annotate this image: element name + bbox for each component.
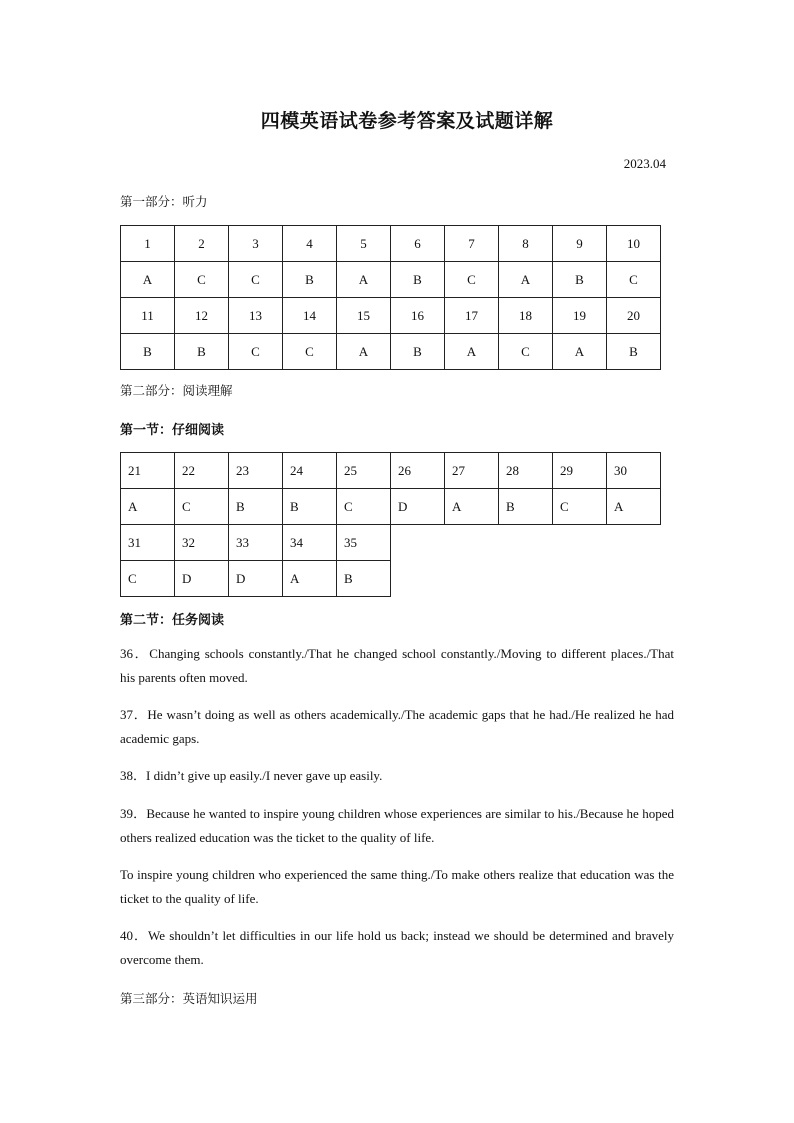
table-cell: 23 bbox=[229, 453, 283, 489]
empty-cell bbox=[391, 561, 445, 597]
table-cell: C bbox=[445, 262, 499, 298]
table-cell: 2 bbox=[175, 226, 229, 262]
answer-40: 40．We shouldn’t let difficulties in our life hold us back; instead we should be determined and bravely overcome them. bbox=[120, 928, 674, 967]
table-cell: A bbox=[499, 262, 553, 298]
table-row bbox=[121, 561, 661, 597]
table-cell: 31 bbox=[121, 525, 175, 561]
table-cell: A bbox=[607, 489, 661, 525]
table-cell: 26 bbox=[391, 453, 445, 489]
table-cell: A bbox=[553, 334, 607, 370]
table-row bbox=[121, 489, 661, 525]
table-cell: C bbox=[175, 489, 229, 525]
part2-label: 第二部分：阅读理解 bbox=[120, 383, 233, 398]
table-cell: C bbox=[607, 262, 661, 298]
table-cell: B bbox=[283, 262, 337, 298]
table-cell: 12 bbox=[175, 298, 229, 334]
table-cell: 8 bbox=[499, 226, 553, 262]
table-cell: 24 bbox=[283, 453, 337, 489]
table-cell: B bbox=[391, 334, 445, 370]
reading-answer-table bbox=[120, 452, 661, 597]
empty-cell bbox=[391, 525, 445, 561]
table-cell: A bbox=[121, 489, 175, 525]
table-cell: 9 bbox=[553, 226, 607, 262]
table-cell: 29 bbox=[553, 453, 607, 489]
table-cell: 7 bbox=[445, 226, 499, 262]
table-cell: 18 bbox=[499, 298, 553, 334]
empty-cell bbox=[445, 525, 499, 561]
table-row bbox=[121, 226, 661, 262]
table-cell: 13 bbox=[229, 298, 283, 334]
table-cell: B bbox=[337, 561, 391, 597]
table-cell: A bbox=[121, 262, 175, 298]
table-cell: A bbox=[445, 489, 499, 525]
empty-cell bbox=[553, 525, 607, 561]
table-cell: 5 bbox=[337, 226, 391, 262]
empty-cell bbox=[607, 561, 661, 597]
table-cell: 14 bbox=[283, 298, 337, 334]
table-cell: B bbox=[175, 334, 229, 370]
table-cell: A bbox=[337, 262, 391, 298]
table-cell: 32 bbox=[175, 525, 229, 561]
empty-cell bbox=[607, 525, 661, 561]
empty-cell bbox=[499, 561, 553, 597]
table-cell: 15 bbox=[337, 298, 391, 334]
table-cell: 20 bbox=[607, 298, 661, 334]
table-cell: C bbox=[175, 262, 229, 298]
empty-cell bbox=[553, 561, 607, 597]
table-cell: D bbox=[229, 561, 283, 597]
table-cell: B bbox=[607, 334, 661, 370]
table-row bbox=[121, 525, 661, 561]
table-cell: B bbox=[121, 334, 175, 370]
table-cell: 10 bbox=[607, 226, 661, 262]
table-cell: B bbox=[283, 489, 337, 525]
listening-answer-table bbox=[120, 225, 661, 370]
answer-39: 39．Because he wanted to inspire young children whose experiences are similar to his./Because he hoped others realized education was the ticket to the quality of life. bbox=[120, 806, 674, 845]
part1-label: 第一部分：听力 bbox=[120, 194, 208, 209]
table-cell: 34 bbox=[283, 525, 337, 561]
table-cell: A bbox=[283, 561, 337, 597]
table-cell: D bbox=[391, 489, 445, 525]
table-cell: B bbox=[553, 262, 607, 298]
table-cell: 16 bbox=[391, 298, 445, 334]
table-cell: 1 bbox=[121, 226, 175, 262]
answer-39-alt: To inspire young children who experienced the same thing./To make others realize that education was the ticket to the quality of life. bbox=[120, 867, 674, 906]
table-cell: B bbox=[499, 489, 553, 525]
page-title: 四模英语试卷参考答案及试题详解 bbox=[260, 110, 554, 132]
answer-37: 37．He wasn’t doing as well as others academically./The academic gaps that he had./He realized he had academic gaps. bbox=[120, 707, 674, 746]
table-cell: D bbox=[175, 561, 229, 597]
exam-date: 2023.04 bbox=[623, 156, 666, 171]
table-row bbox=[121, 298, 661, 334]
table-cell: A bbox=[445, 334, 499, 370]
table-cell: 30 bbox=[607, 453, 661, 489]
section2-label: 第二节：任务阅读 bbox=[120, 613, 225, 628]
table-cell: 35 bbox=[337, 525, 391, 561]
part3-label: 第三部分：英语知识运用 bbox=[120, 991, 258, 1006]
table-cell: C bbox=[283, 334, 337, 370]
table-cell: 19 bbox=[553, 298, 607, 334]
table-cell: 21 bbox=[121, 453, 175, 489]
table-cell: 25 bbox=[337, 453, 391, 489]
table-cell: 27 bbox=[445, 453, 499, 489]
table-cell: 4 bbox=[283, 226, 337, 262]
table-cell: C bbox=[229, 262, 283, 298]
table-cell: 3 bbox=[229, 226, 283, 262]
table-cell: C bbox=[553, 489, 607, 525]
empty-cell bbox=[499, 525, 553, 561]
table-cell: B bbox=[229, 489, 283, 525]
table-cell: 22 bbox=[175, 453, 229, 489]
table-cell: C bbox=[337, 489, 391, 525]
table-cell: C bbox=[229, 334, 283, 370]
answer-36: 36．Changing schools constantly./That he changed school constantly./Moving to different places./That his parents often moved. bbox=[120, 646, 674, 685]
answer-38: 38．I didn’t give up easily./I never gave up easily. bbox=[120, 768, 383, 783]
table-row bbox=[121, 262, 661, 298]
table-cell: 11 bbox=[121, 298, 175, 334]
table-cell: B bbox=[391, 262, 445, 298]
table-cell: 17 bbox=[445, 298, 499, 334]
table-cell: 28 bbox=[499, 453, 553, 489]
table-cell: C bbox=[499, 334, 553, 370]
section1-label: 第一节：仔细阅读 bbox=[120, 423, 225, 438]
table-row bbox=[121, 453, 661, 489]
table-cell: 33 bbox=[229, 525, 283, 561]
table-cell: 6 bbox=[391, 226, 445, 262]
table-row bbox=[121, 334, 661, 370]
empty-cell bbox=[445, 561, 499, 597]
table-cell: C bbox=[121, 561, 175, 597]
table-cell: A bbox=[337, 334, 391, 370]
